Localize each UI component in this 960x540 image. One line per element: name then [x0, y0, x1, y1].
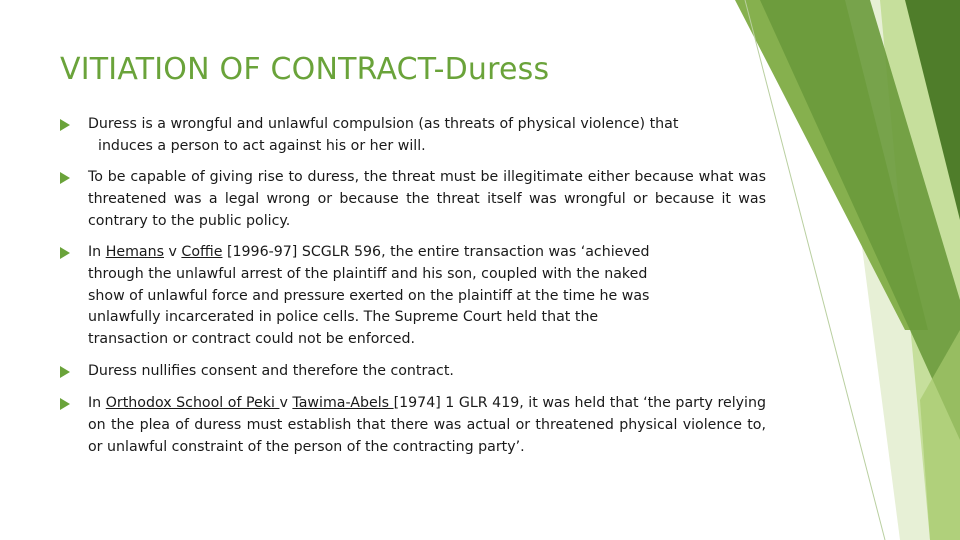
text-run: v: [279, 395, 293, 411]
case-name: Coffie: [181, 244, 223, 260]
bullet-text: Duress nullifies consent and therefore the contract.: [88, 363, 454, 379]
text-run: v: [163, 244, 182, 260]
triangle-right-icon: [60, 119, 70, 131]
text-line: through the unlawful arrest of the plaintiff and his son, coupled with the naked: [88, 265, 648, 282]
text-run: [1996-97] SCGLR 596, the entire transaction was ‘achieved: [222, 244, 650, 260]
triangle-right-icon: [60, 366, 70, 378]
case-name: Tawima-Abels: [292, 395, 394, 411]
triangle-right-icon: [60, 398, 70, 410]
slide-title: VITIATION OF CONTRACT-Duress: [60, 52, 550, 87]
text-run: In: [88, 244, 106, 260]
text-line: transaction or contract could not be enforced.: [88, 331, 415, 348]
text-run: [1974] 1 GLR 419, it was held that ‘the party relying on the plea of duress must establish that there was actual or threatened physical violence to, or unlawful constraint of the person of the contracting party’.: [88, 395, 766, 455]
bullet-text: [88, 114, 766, 158]
triangle-right-icon: [60, 247, 70, 259]
text-line: unlawfully incarcerated in police cells. The Supreme Court held that the: [88, 309, 599, 326]
text-line: induces a person to act against his or her will.: [98, 137, 426, 154]
text-line: show of unlawful force and pressure exerted on the plaintiff at the time he was: [88, 287, 650, 304]
text-line: [88, 242, 766, 264]
text-line: Duress is a wrongful and unlawful compulsion (as threats of physical violence) that: [88, 116, 679, 132]
bullet-text: To be capable of giving rise to duress, the threat must be illegitimate either because what was threatened was a legal wrong or because the threat itself was wrongful or because it was contrary to the public policy.: [88, 169, 766, 229]
bullet-text: [88, 393, 766, 458]
text-run: In: [88, 395, 106, 411]
bullet-text: [88, 242, 766, 351]
case-name: Hemans: [105, 244, 164, 260]
triangle-right-icon: [60, 172, 70, 184]
case-name: Orthodox School of Peki: [105, 395, 280, 411]
